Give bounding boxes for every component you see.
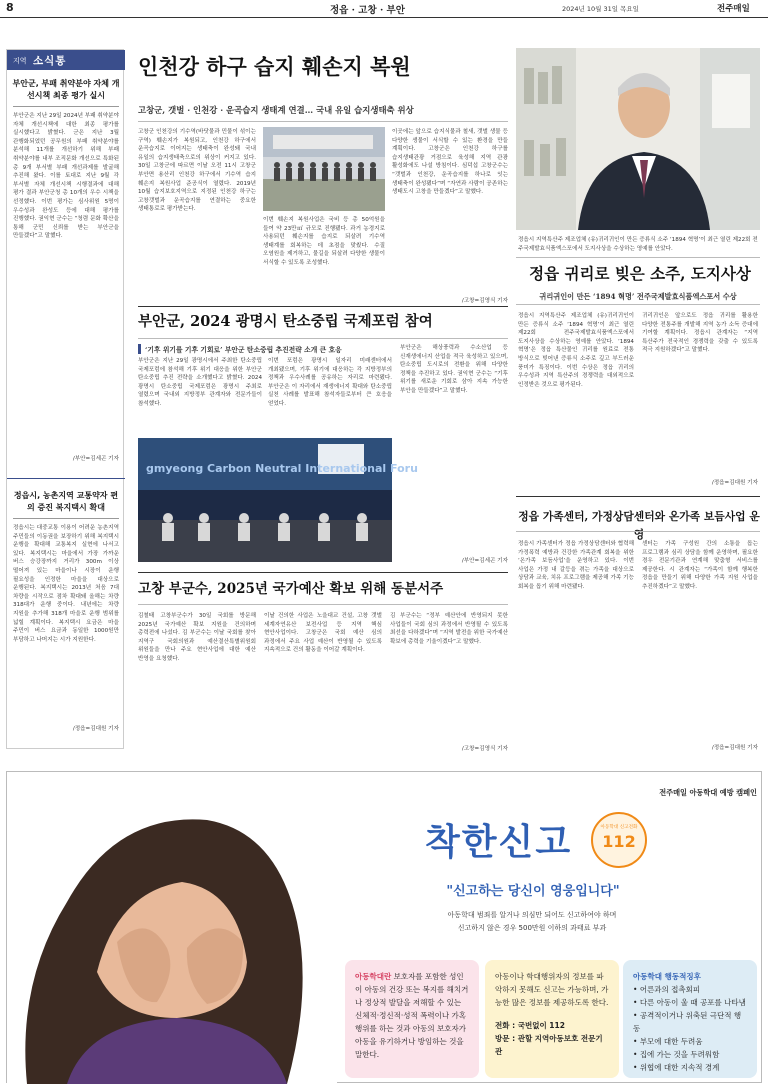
news-brief-column	[6, 49, 124, 749]
divider	[138, 338, 508, 339]
divider	[516, 496, 760, 497]
ad-badge-label: 아동학대 신고전화	[600, 825, 638, 830]
feature-subheadline: 귀리귀인이 만든 ‘1894 혁명’ 전주국제발효식품엑스포서 수상	[539, 292, 737, 301]
feature-photo	[516, 48, 760, 230]
ad-logo-text: 착한신고	[425, 822, 573, 863]
divider	[516, 304, 760, 305]
issue-date: 2024년 10월 31일 목요일	[562, 5, 639, 13]
divider	[138, 121, 508, 122]
ad-info-box-signs	[623, 960, 757, 1078]
article2-subheadline: ‘기후 위기를 기후 기회로’ 부안군 탄소중립 추진전략 소개 큰 호응	[138, 344, 398, 354]
page-number: 8	[6, 1, 14, 14]
ceremony-photo	[263, 127, 385, 211]
article3-col1: 김철태 고창부군수가 30일 국회를 방문해 2025년 국가예산 확보 지원을 건의하며 총력전에 나섰다. 김 부군수는 이날 국회를 찾아 지역구 국회의원과 예산결산특별위원회 위원들을 만나 주요 현안사업에 대한 예산 반영을 요청했다.	[138, 613, 256, 662]
list-item: • 부모에 대한 두려움	[633, 1037, 703, 1046]
article3-byline: /고창=김영식 기자	[461, 746, 508, 752]
article1-col2: 이번 훼손지 복원사업은 국비 등 총 50억원을 들여 약 23만㎡ 규모로 진행됐다. 과거 농경지로 사용되던 훼손지를 습지로 되살려 기수역 생태계를 회복하는 데 초점을 맞췄다. 수질 오염원을 제거하고, 물길을 되살려 다양한 생물이 서식할 수 있도록 조성했다.	[263, 217, 385, 266]
ad-box3-title: 아동학대 행동적징후	[633, 972, 701, 981]
feature-col2: 귀리귀인은 앞으로도 정읍 귀리를 활용한 다양한 전통주를 개발해 지역 농가 소득 증대에 기여할 계획이다. 정읍시 관계자는 “지역 특산주가 전국적인 경쟁력을 갖출 수 있도록 적극 지원하겠다”고 말했다.	[642, 313, 758, 354]
article1-col1: 고창군 인천강의 기수역(바닷물과 민물이 섞이는 구역) 훼손지가 복원되고, 인천강 하구에서 운곡습지로 이어지는 생태축이 완성돼 국내 유일의 습지생태축으로의 위상이 커지고 있다. 30일 고창군에 따르면 이날 오전 11시 고창군 부안면 용산리 인천강 하구에서 기수역 습지 훼손지 복원사업 준공식이 열렸다. 2019년 10월 습지보호지역으로 지정된 인천강 하구는 고창갯벌과 운곡습지를 연결하는 중요한 생태통로로 평가받는다.	[138, 129, 256, 213]
paper-name: 전주매일	[717, 4, 750, 14]
ad-box2-phone: 전화 : 국번없이 112	[495, 1021, 565, 1030]
article2-col2: 이번 포럼은 광명시 일자리 미래센터에서 개최됐으며, 기후 위기에 대응하는 각 지방정부의 정책과 우수사례를 공유하는 자리로 마련됐다. 부안군은 이 자리에서 재생에너지 확대와 탄소중립 실천 사례를 발표해 참석자들로부터 큰 호응을 얻었다.	[268, 358, 392, 407]
news-brief-region: 지역	[13, 57, 27, 65]
divider	[7, 478, 125, 479]
ad-description-line2: 신고하지 않은 경우 500만원 이하의 과태료 부과	[457, 924, 607, 932]
article5-col2: 센터는 가족 구성원 간의 소통을 돕는 프로그램과 심리 상담을 함께 운영하며, 필요한 경우 전문기관과 연계해 맞춤형 서비스를 제공한다. 시 관계자는 “가족이 함께 행복한 정읍을 만들기 위해 다양한 가족 지원 사업을 추진하겠다”고 말했다.	[642, 541, 758, 590]
brief2-byline: /정읍=김대원 기자	[72, 726, 119, 732]
brief1-byline: /부안=김세곤 기자	[72, 456, 119, 462]
feature-byline: /정읍=김대원 기자	[711, 480, 758, 486]
ad-campaign-name: 전주매일 아동학대 예방 캠페인	[659, 788, 757, 797]
page-header	[0, 0, 768, 18]
list-item: • 다른 아동이 울 때 공포를 나타냄	[633, 998, 746, 1007]
ad-slogan: "신고하는 당신이 영웅입니다"	[446, 884, 620, 899]
article1-byline: /고창=김영식 기자	[461, 298, 508, 304]
divider	[138, 604, 508, 605]
award-portrait-photo	[516, 48, 760, 230]
news-brief-title: 소식통	[33, 55, 67, 67]
article5-byline: /정읍=김대원 기자	[711, 745, 758, 751]
divider	[138, 572, 508, 573]
divider	[13, 518, 119, 519]
brief2-body: 정읍시는 대중교통 이용이 어려운 농촌지역 주민들의 이동권을 보장하기 위해 복지택시 운행을 확대해 교통복지 실현에 나서고 있다. 복지택시는 마을에서 가장 가까운 버스 승강장까지 거리가 300m 이상 떨어져 있는 마을이나 시장이 운행 필요성을 인정한 마을을 대상으로 운행된다. 복지택시는 2013년 처음 7대 차량을 시작으로 점차 확대돼 올해는 차량 318대가 운행 중이다. 내년에는 차량 지원을 추가해 318개 마을로 운행 범위를 넓힐 계획이다. 복지택시 요금은 마을 주민이 버스 요금과 동일한 1000원만 부담하고 나머지는 시가 지원한다.	[13, 525, 119, 643]
list-item: • 공격적이거나 위축된 극단적 행동	[633, 1011, 742, 1033]
ad-signs-list	[633, 983, 747, 1074]
article3-col2: 이날 건의한 사업은 노을대교 건설, 고창 갯벌 세계자연유산 보전사업 등 지역 핵심 현안사업이다. 고창군은 국회 예산 심의 과정에서 주요 사업 예산이 반영될 수 있도록 지속적으로 건의 활동을 이어갈 계획이다.	[264, 613, 382, 654]
list-item: • 위협에 대한 지속적 경계	[633, 1063, 720, 1072]
feature-headline: 정읍 귀리로 빚은 소주, 도지사상	[529, 264, 751, 283]
ad-box1-title: 아동학대란	[355, 972, 392, 981]
divider	[516, 257, 760, 258]
child-abuse-ad	[6, 771, 762, 1083]
forum-banner-text: gmyeong Carbon Neutral International Foru	[146, 462, 418, 475]
feature-photo-caption: 정읍시 지역특산주 제조업체 (유)귀리귀인이 만든 증류식 소주 ‘1894 혁명’이 최근 열린 제22회 전주국제발효식품엑스포에서 도지사상을 수상하는 영예를 안았다.	[518, 237, 758, 252]
ad-box2-visit: 방문 : 관할 지역아동보호 전문기관	[495, 1034, 603, 1056]
article3-col3: 김 부군수는 “정부 예산안에 반영되지 못한 사업들이 국회 심의 과정에서 반영될 수 있도록 최선을 다하겠다”며 “지역 발전을 위한 국가예산 확보에 총력을 기울이겠다”고 말했다.	[390, 613, 508, 645]
ad-description-line1: 아동학대 범죄를 알거나 의심만 되어도 신고하여야 하며	[447, 911, 617, 919]
ad-badge-number: 112	[602, 832, 636, 851]
divider	[516, 531, 760, 532]
list-item: • 집에 가는 것을 두려워함	[633, 1050, 720, 1059]
brief1-headline: 부안군, 부패 취약분야 자체 개선시책 최종 평가 실시	[12, 79, 120, 100]
ad-info-box-report	[485, 960, 619, 1078]
distressed-girl-illustration	[7, 772, 337, 1084]
forum-stage-photo	[138, 438, 418, 562]
divider	[138, 306, 508, 307]
article1-col3: 이곳에는 앞으로 습지식물과 철새, 갯벌 생물 등 다양한 생물이 서식할 수 있는 환경을 만들 계획이다. 고창군은 인천강 하구를 습지생태관광 거점으로 육성해 지역 관광 활성화에도 나설 방침이다. 심덕섭 고창군수는 “갯벌과 인천강, 운곡습지를 하나로 잇는 생태축이 완성됐다”며 “자연과 사람이 공존하는 생태도시 고창을 만들겠다”고 말했다.	[392, 129, 508, 196]
brief2-headline: 정읍시, 농촌지역 교통약자 편의 증진 복지택시 확대	[13, 491, 119, 512]
ad-112-badge	[591, 812, 647, 868]
article2-col1: 부안군은 지난 29일 광명시에서 주최한 탄소중립 국제포럼에 참석해 기후 위기 대응을 위한 부안군 탄소중립 추진 전략을 소개했다고 밝혔다. 2024 광명시 탄소중립 국제포럼은 광명시 주최로 열렸으며 국내외 지방정부 관계자와 전문가들이 참석했다.	[138, 358, 262, 407]
article2-headline: 부안군, 2024 광명시 탄소중립 국제포럼 참여	[138, 313, 433, 330]
article1-headline: 인천강 하구 습지 훼손지 복원	[138, 54, 411, 79]
ad-box1-text: 보호자를 포함한 성인이 아동의 건강 또는 복지를 해치거나 정상적 발달을 저해할 수 있는 신체적·정신적·성적 폭력이나 가혹행위를 하는 것과 아동의 보호자가 아동을 유기하거나 방임하는 것을 말한다.	[355, 972, 469, 1059]
ad-info-box-definition	[345, 960, 479, 1078]
article2-photo	[138, 438, 418, 562]
article5-col1: 정읍시 가족센터가 정읍 가정상담센터와 협력해 가정폭력 예방과 건강한 가족관계 회복을 위한 ‘온가족 보듬사업’을 운영하고 있다. 이번 사업은 가정 내 갈등을 겪는 가족을 대상으로 상담과 교육, 치유 프로그램을 제공해 가족 기능 회복을 돕기 위해 마련됐다.	[518, 541, 634, 590]
ad-box2-text: 아동이나 학대행위자의 정보를 파악하지 못해도 신고는 가능하며, 가능한 많은 정보를 제공하도록 한다.	[495, 972, 609, 1007]
article5-headline: 정읍 가족센터, 가정상담센터와 온가족 보듬사업 운영	[518, 510, 760, 541]
article2-col3: 부안군은 해상풍력과 수소산업 등 신재생에너지 산업을 적극 육성하고 있으며, 탄소중립 도시로의 전환을 위해 다양한 정책을 추진하고 있다. 권익현 군수는 “기후 위기를 새로운 기회로 삼아 지속 가능한 부안을 만들겠다”고 말했다.	[400, 345, 508, 394]
article1-photo	[263, 127, 385, 211]
article2-byline: /부안=김세곤 기자	[461, 558, 508, 564]
brief1-body: 부안군은 지난 29일 2024년 부패 취약분야 자체 개선시책에 대한 최종 평가를 실시했다고 밝혔다. 군은 지난 3월 관행화되었던 공무원의 부패 취약분야를 분석해 11개를 개선하기 위해 부패 취약분야를 내부 조직문화 개선으로 특화된 총 9개 부서별 부패 개선과제를 발굴해 추진해 왔다. 이를 토대로 지난 9월 각 부서별 자체 개선시책 시행결과에 대해 평가 결과 부안군청 총 10개의 우수 시책을 선정했다. 이번 평가는 심사위원 5명이 우수성과 완성도 등에 대해 평가를 진행했다. 권익현 군수는 “청렴 문화 확산을 통해 군민 신뢰를 받는 부안군을 만들겠다”고 말했다.	[13, 113, 119, 240]
news-brief-label	[7, 50, 125, 70]
section-title: 정읍 · 고창 · 부안	[330, 5, 405, 16]
article1-subheadline: 고창군, 갯벌 · 인천강 · 운곡습지 생태계 연결… 국내 유일 습지생태축 위상	[138, 105, 414, 115]
feature-col1: 정읍시 지역특산주 제조업체 (유)귀리귀인이 만든 증류식 소주 ‘1894 혁명’이 최근 열린 제22회 전주국제발효식품엑스포에서 도지사상을 수상하는 영예를 안았다. ‘1894 혁명’은 정읍 특산물인 귀리를 원료로 전통 방식으로 빚어낸 증류식 소주로 깊고 부드러운 풍미가 특징이다. 이번 수상은 정읍 귀리의 우수성과 지역 특산주의 경쟁력을 대외적으로 인정받은 것으로 평가된다.	[518, 313, 634, 388]
list-item: • 어른과의 접촉회피	[633, 985, 701, 994]
divider	[13, 106, 119, 107]
article3-headline: 고창 부군수, 2025년 국가예산 확보 위해 동분서주	[138, 581, 444, 597]
